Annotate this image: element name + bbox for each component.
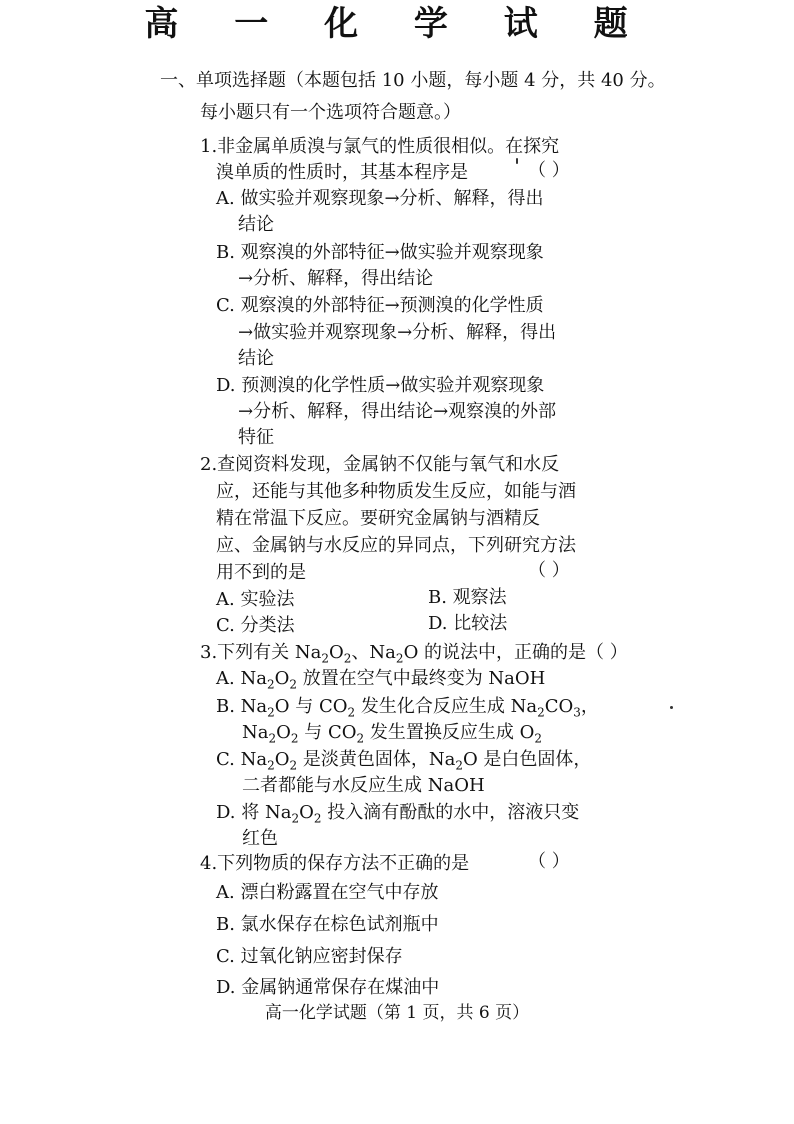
q1-option-b-cont: →分析、解释，得出结论 (238, 268, 434, 289)
q1-stem-line2: 溴单质的性质时，其基本程序是 (216, 162, 468, 183)
section-heading: 一、单项选择题（本题包括 10 小题，每小题 4 分，共 40 分。 (160, 70, 666, 91)
q4-option-b: B. 氯水保存在棕色试剂瓶中 (216, 914, 439, 935)
q1-stem-line1: 1.非金属单质溴与氯气的性质很相似。在探究 (200, 136, 560, 157)
q1-option-d-cont: →分析、解释，得出结论→观察溴的外部 (238, 401, 557, 422)
q1-answer-paren: （ ） (528, 160, 570, 181)
q3-option-c-cont: 二者都能与水反应生成 NaOH (242, 775, 485, 796)
page-footer: 高一化学试题（第 1 页，共 6 页） (264, 1003, 530, 1023)
q3-option-d-cont: 红色 (242, 828, 278, 849)
q3-stem: 3.下列有关 $Na_2O_2$、$Na_2O$ 的说法中，正确的是（ ） (200, 642, 628, 666)
q2-stem-line2: 应，还能与其他多种物质发生反应，如能与酒 (216, 481, 576, 502)
q1-option-d-cont2: 特征 (238, 427, 274, 448)
q2-stem-line3: 精在常温下反应。要研究金属钠与酒精反 (216, 508, 540, 529)
q2-stem-line1: 2.查阅资料发现，金属钠不仅能与氧气和水反 (200, 454, 560, 475)
page-title: 高 一 化 学 试 题 (144, 4, 650, 44)
q2-answer-paren: （ ） (528, 560, 570, 581)
q1-option-d: D. 预测溴的化学性质→做实验并观察现象 (216, 375, 545, 396)
q2-option-d: D. 比较法 (428, 613, 508, 634)
q4-option-a: A. 漂白粉露置在空气中存放 (216, 882, 439, 903)
q1-option-c-cont2: 结论 (238, 348, 274, 369)
q3-option-b: B. $Na_2O$ 与 $CO_2$ 发生化合反应生成 $Na_2CO_3$， (216, 696, 599, 720)
q4-option-d: D. 金属钠通常保存在煤油中 (216, 977, 440, 998)
q1-option-b: B. 观察溴的外部特征→做实验并观察现象 (216, 242, 544, 263)
scan-speck (516, 158, 518, 164)
q4-option-c: C. 过氧化钠应密封保存 (216, 946, 403, 967)
section-heading-cont: 每小题只有一个选项符合题意。） (200, 102, 461, 123)
q3-option-a: A. $Na_2O_2$ 放置在空气中最终变为 NaOH (216, 668, 546, 692)
q2-option-c: C. 分类法 (216, 615, 295, 636)
scan-speck (670, 706, 673, 709)
q3-option-b-cont: $Na_2O_2$ 与 $CO_2$ 发生置换反应生成 $O_2$ (242, 722, 542, 746)
q2-stem-line4: 应、金属钠与水反应的异同点，下列研究方法 (216, 535, 576, 556)
q2-stem-line5: 用不到的是 (216, 562, 306, 583)
q1-option-c: C. 观察溴的外部特征→预测溴的化学性质 (216, 295, 544, 316)
q4-answer-paren: （ ） (528, 851, 570, 872)
q2-option-b: B. 观察法 (428, 587, 507, 608)
q3-option-c: C. $Na_2O_2$ 是淡黄色固体，$Na_2O$ 是白色固体， (216, 749, 592, 773)
q1-option-a: A. 做实验并观察现象→分析、解释，得出 (216, 188, 544, 209)
q2-option-a: A. 实验法 (216, 589, 295, 610)
q1-option-a-cont: 结论 (238, 214, 274, 235)
q3-option-d: D. 将 $Na_2O_2$ 投入滴有酚酞的水中，溶液只变 (216, 802, 580, 826)
q1-option-c-cont: →做实验并观察现象→分析、解释，得出 (238, 322, 557, 343)
q4-stem: 4.下列物质的保存方法不正确的是 (200, 853, 470, 874)
